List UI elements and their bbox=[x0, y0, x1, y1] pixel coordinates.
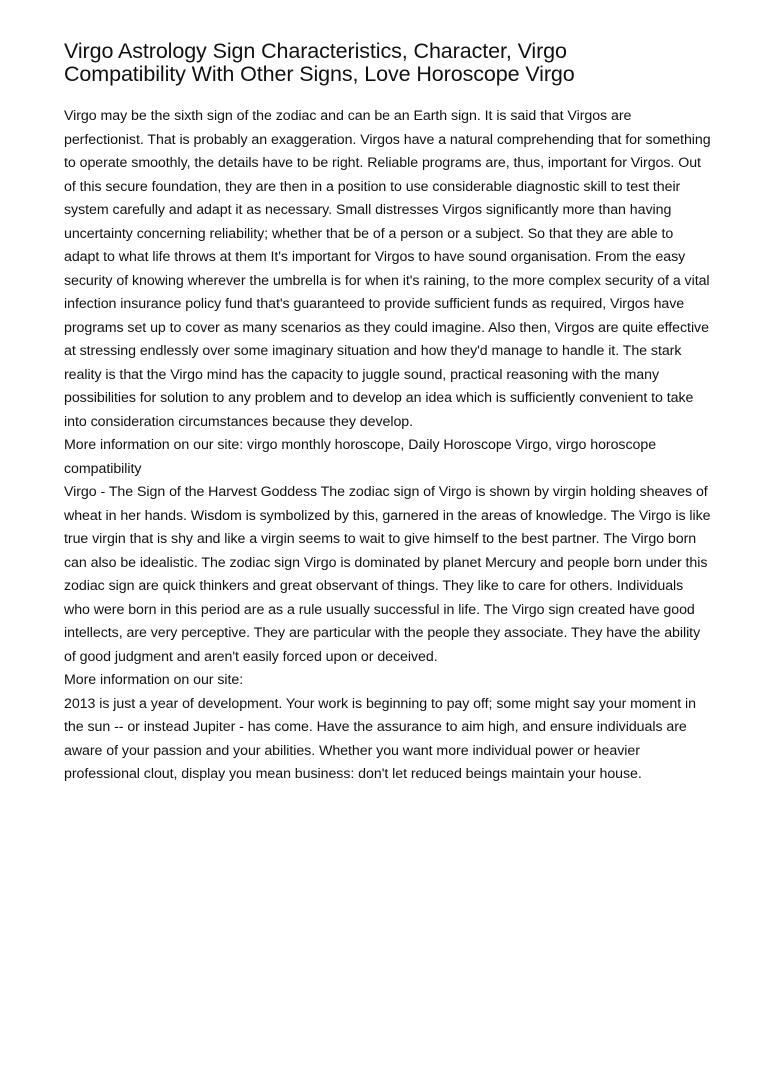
paragraph-more-info: More information on our site: bbox=[64, 672, 244, 688]
document-page bbox=[64, 40, 712, 787]
paragraph-2013-forecast: 2013 is just a year of development. Your work is beginning to pay off; some might say your moment in the sun -- or instead Jupiter - has come. Have the assurance to aim high, and ensure individuals are aware of your passion and your abilities. Whether you want more individual power or heavier professional clout, display you mean business: don't let reduced beings maintain your house. bbox=[64, 695, 696, 782]
document-body bbox=[64, 105, 712, 787]
title-line-2: Compatibility With Other Signs, Love Horoscope Virgo bbox=[64, 62, 575, 86]
paragraph-harvest-goddess: Virgo - The Sign of the Harvest Goddess The zodiac sign of Virgo is shown by virgin holding sheaves of wheat in her hands. Wisdom is symbolized by this, garnered in the areas of knowledge. The Virgo is like true virgin that is shy and like a virgin seems to wait to give himself to the best partner. The Virgo born can also be idealistic. The zodiac sign Virgo is dominated by planet Mercury and people born under this zodiac sign are quick thinkers and great observant of things. They like to care for others. Individuals who were born in this period are as a rule usually successful in life. The Virgo sign created have good intellects, are very perceptive. They are particular with the people they associate. They have the ability of good judgment and aren't easily forced upon or deceived. bbox=[64, 484, 711, 665]
title-line-1: Virgo Astrology Sign Characteristics, Character, Virgo bbox=[64, 39, 567, 63]
paragraph-more-info-links: More information on our site: virgo monthly horoscope, Daily Horoscope Virgo, virgo horoscope compatibility bbox=[64, 437, 657, 477]
document-title bbox=[64, 40, 712, 86]
paragraph-virgo-intro: Virgo may be the sixth sign of the zodiac and can be an Earth sign. It is said that Virgos are perfectionist. That is probably an exaggeration. Virgos have a natural comprehending that for something to operate smoothly, the details have to be right. Reliable programs are, thus, important for Virgos. Out of this secure foundation, they are then in a position to use considerable diagnostic skill to test their system carefully and adapt it as necessary. Small distresses Virgos significantly more than having uncertainty concerning reliability; whether that be of a person or a subject. So that they are able to adapt to what life throws at them It's important for Virgos to have sound organisation. From the easy security of knowing wherever the umbrella is for when it's raining, to the more complex security of a vital infection insurance policy fund that's guaranteed to provide sufficient funds as required, Virgos have programs set up to cover as many scenarios as they could imagine. Also then, Virgos are quite effective at stressing endlessly over some imaginary situation and how they'd manage to handle it. The stark reality is that the Virgo mind has the capacity to juggle sound, practical reasoning with the many possibilities for solution to any problem and to develop an idea which is sufficiently convenient to take into consideration circumstances because they develop. bbox=[64, 108, 711, 430]
